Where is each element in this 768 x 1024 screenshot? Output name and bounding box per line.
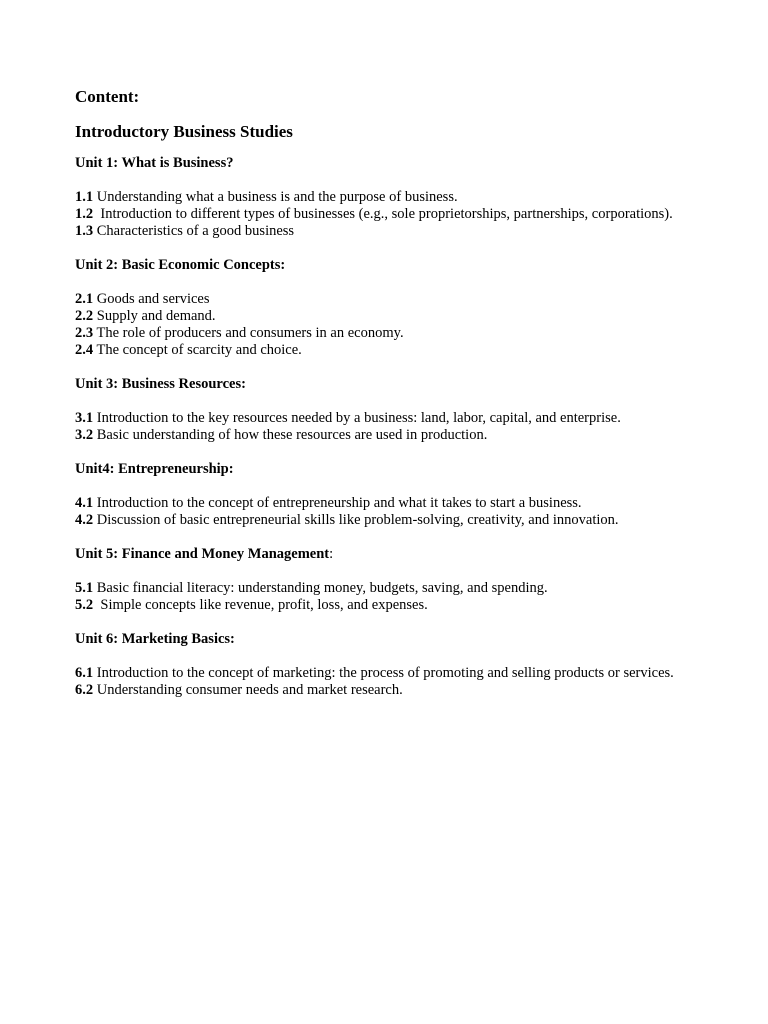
item-text: Introduction to the concept of entrepreneurship and what it takes to start a business. xyxy=(93,495,582,511)
unit-heading xyxy=(75,461,755,478)
unit-heading-tail: : xyxy=(329,546,334,562)
list-item xyxy=(75,495,755,512)
item-number: 5.2 xyxy=(75,597,94,613)
item-number: 3.1 xyxy=(75,410,94,426)
unit-3-section xyxy=(75,376,755,444)
item-text: Supply and demand. xyxy=(93,308,216,324)
item-text: Understanding consumer needs and market research. xyxy=(93,682,403,698)
unit-5-section xyxy=(75,546,755,614)
list-item xyxy=(75,325,755,342)
item-number: 5.1 xyxy=(75,580,94,596)
list-item xyxy=(75,223,755,240)
item-number: 2.2 xyxy=(75,308,94,324)
unit-heading-text: Unit 5: Finance and Money Management xyxy=(75,546,330,562)
list-item xyxy=(75,308,755,325)
list-item xyxy=(75,665,755,682)
item-number: 4.1 xyxy=(75,495,94,511)
unit-heading xyxy=(75,155,755,172)
document-page xyxy=(75,86,755,699)
unit-4-items xyxy=(75,495,755,529)
item-number: 2.4 xyxy=(75,342,94,358)
unit-6-section xyxy=(75,631,755,699)
unit-heading-text: Unit 6: Marketing Basics: xyxy=(75,631,235,647)
item-text: Basic financial literacy: understanding money, budgets, saving, and spending. xyxy=(93,580,548,596)
list-item xyxy=(75,410,755,427)
unit-heading-text: Unit 3: Business Resources: xyxy=(75,376,246,392)
item-number: 6.1 xyxy=(75,665,94,681)
unit-2-section xyxy=(75,257,755,359)
item-text: Simple concepts like revenue, profit, loss, and expenses. xyxy=(93,597,428,613)
unit-2-items xyxy=(75,291,755,359)
list-item xyxy=(75,342,755,359)
item-number: 1.1 xyxy=(75,189,94,205)
unit-3-items xyxy=(75,410,755,444)
item-number: 2.3 xyxy=(75,325,94,341)
unit-heading-text: Unit4: Entrepreneurship: xyxy=(75,461,234,477)
item-text: Introduction to the key resources needed by a business: land, labor, capital, and enterprise. xyxy=(93,410,621,426)
unit-4-section xyxy=(75,461,755,529)
unit-6-items xyxy=(75,665,755,699)
list-item xyxy=(75,512,755,529)
unit-1-items xyxy=(75,189,755,240)
item-number: 1.2 xyxy=(75,206,94,222)
item-number: 2.1 xyxy=(75,291,94,307)
unit-heading xyxy=(75,376,755,393)
item-text: The role of producers and consumers in an economy. xyxy=(93,325,404,341)
unit-5-items xyxy=(75,580,755,614)
list-item xyxy=(75,580,755,597)
list-item xyxy=(75,427,755,444)
unit-heading-text: Unit 1: What is Business? xyxy=(75,155,234,171)
unit-heading xyxy=(75,257,755,274)
item-text: Introduction to the concept of marketing: the process of promoting and selling products or services. xyxy=(93,665,674,681)
course-title: Introductory Business Studies xyxy=(75,122,293,141)
list-item xyxy=(75,597,755,614)
item-number: 4.2 xyxy=(75,512,94,528)
list-item xyxy=(75,189,755,206)
unit-heading xyxy=(75,546,755,563)
item-number: 3.2 xyxy=(75,427,94,443)
item-text: Basic understanding of how these resources are used in production. xyxy=(93,427,488,443)
list-item xyxy=(75,682,755,699)
item-text: Goods and services xyxy=(93,291,210,307)
list-item xyxy=(75,291,755,308)
item-text: Characteristics of a good business xyxy=(93,223,295,239)
item-number: 1.3 xyxy=(75,223,94,239)
item-text: Understanding what a business is and the purpose of business. xyxy=(93,189,458,205)
list-item xyxy=(75,206,755,223)
content-label: Content: xyxy=(75,87,140,106)
unit-heading-text: Unit 2: Basic Economic Concepts: xyxy=(75,257,286,273)
item-text: The concept of scarcity and choice. xyxy=(93,342,302,358)
item-text: Introduction to different types of businesses (e.g., sole proprietorships, partnerships, corporations). xyxy=(93,206,673,222)
item-number: 6.2 xyxy=(75,682,94,698)
unit-heading xyxy=(75,631,755,648)
item-text: Discussion of basic entrepreneurial skills like problem-solving, creativity, and innovation. xyxy=(93,512,619,528)
unit-1-section xyxy=(75,155,755,240)
